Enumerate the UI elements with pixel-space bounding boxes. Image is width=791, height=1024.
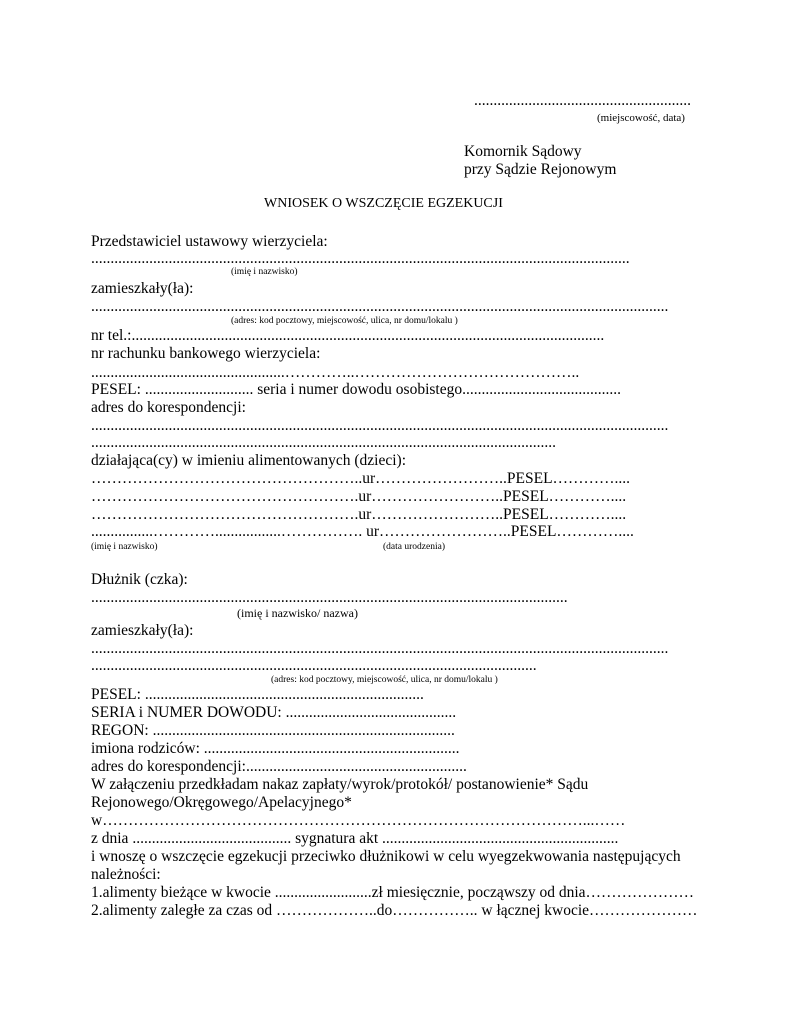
debtor-residence-caption: (adres: kod pocztowy, miejscowość, ulica, nr domu/lokalu ) bbox=[271, 675, 498, 685]
debtor-parents-line: imiona rodziców: .................................................................. bbox=[91, 740, 460, 757]
debtor-residence-dots1: ..................................................................................................................................................... bbox=[91, 640, 669, 657]
child-row: ................………….................……………. ur……………………..PESEL………….... bbox=[91, 523, 634, 540]
children-caption-birth: (data urodzenia) bbox=[383, 542, 445, 552]
debtor-heading: Dłużnik (czka): bbox=[91, 571, 188, 588]
creditor-residence-label: zamieszkały(ła): bbox=[91, 280, 194, 297]
creditor-heading: Przedstawiciel ustawowy wierzyciela: bbox=[91, 233, 328, 250]
place-date-dots: ........................................................ bbox=[474, 92, 691, 109]
debtor-name-caption: (imię i nazwisko/ nazwa) bbox=[237, 606, 358, 620]
debtor-name-dots: ........................................................................................................................... bbox=[91, 589, 568, 606]
debtor-id-line: SERIA i NUMER DOWODU: ............................................ bbox=[91, 704, 457, 721]
attachment-line2: Rejonowego/Okręgowego/Apelacyjnego* bbox=[91, 794, 352, 811]
motion-line1: i wnoszę o wszczęcie egzekucji przeciwko dłużnikowi w celu wyegzekwowania następujących bbox=[91, 848, 681, 865]
debtor-pesel-line: PESEL: ........................................................................ bbox=[91, 686, 424, 703]
creditor-name-caption: (imię i nazwisko) bbox=[231, 267, 298, 277]
debtor-correspondence-line: adres do korespondencji:......................................................... bbox=[91, 758, 467, 775]
children-heading: działająca(cy) w imieniu alimentowanych (dzieci): bbox=[91, 452, 407, 469]
child-row: …………………………………………….ur……………………..PESEL………….... bbox=[91, 506, 627, 523]
creditor-residence-caption: (adres: kod pocztowy, miejscowość, ulica, nr domu/lokalu ) bbox=[231, 316, 458, 326]
motion-line2: należności: bbox=[91, 866, 161, 883]
addressee-line2: przy Sądzie Rejonowym bbox=[464, 161, 617, 178]
child-row: ……………………………………………..ur……………………..PESEL………….... bbox=[91, 470, 631, 487]
court-line: w…………………………………………………………………………………...…… bbox=[91, 812, 626, 829]
creditor-name-dots: ........................................................................................................................................... bbox=[91, 250, 630, 267]
attachment-line1: W załączeniu przedkładam nakaz zapłaty/wyrok/protokół/ postanowienie* Sądu bbox=[91, 776, 589, 793]
child-row: …………………………………………….ur……………………..PESEL………….... bbox=[91, 488, 627, 505]
creditor-bank-dots: ..................................................…………..…………………………………….. bbox=[91, 364, 580, 381]
creditor-phone-line: nr tel.:.......................................................................................................................... bbox=[91, 327, 605, 344]
addressee-line1: Komornik Sądowy bbox=[464, 143, 582, 160]
creditor-correspondence-dots1: ..................................................................................................................................................... bbox=[91, 417, 669, 434]
claim-item-1: 1.alimenty bieżące w kwocie .........................zł miesięcznie, począwszy od dnia………………… bbox=[91, 884, 695, 901]
creditor-correspondence-dots2: ........................................................................................................................ bbox=[91, 434, 556, 451]
creditor-bank-label: nr rachunku bankowego wierzyciela: bbox=[91, 345, 321, 362]
claim-item-2: 2.alimenty zaległe za czas od ………………..do…………….. w łącznej kwocie………………… bbox=[91, 902, 698, 919]
debtor-residence-dots2: ................................................................................................................... bbox=[91, 657, 537, 674]
document-title: WNIOSEK O WSZCZĘCIE EGZEKUCJI bbox=[264, 196, 503, 211]
debtor-residence-label: zamieszkały(ła): bbox=[91, 622, 194, 639]
creditor-pesel-line: PESEL: ............................ seria i numer dowodu osobistego......................................... bbox=[91, 381, 621, 398]
children-caption-name: (imię i nazwisko) bbox=[91, 542, 158, 552]
creditor-correspondence-label: adres do korespondencji: bbox=[91, 399, 246, 416]
creditor-residence-dots: ..................................................................................................................................................... bbox=[91, 298, 669, 315]
place-date-caption: (miejscowość, data) bbox=[597, 112, 685, 124]
date-signature-line: z dnia ......................................... sygnatura akt ............................................................. bbox=[91, 830, 619, 847]
debtor-regon-line: REGON: .............................................................................. bbox=[91, 722, 455, 739]
